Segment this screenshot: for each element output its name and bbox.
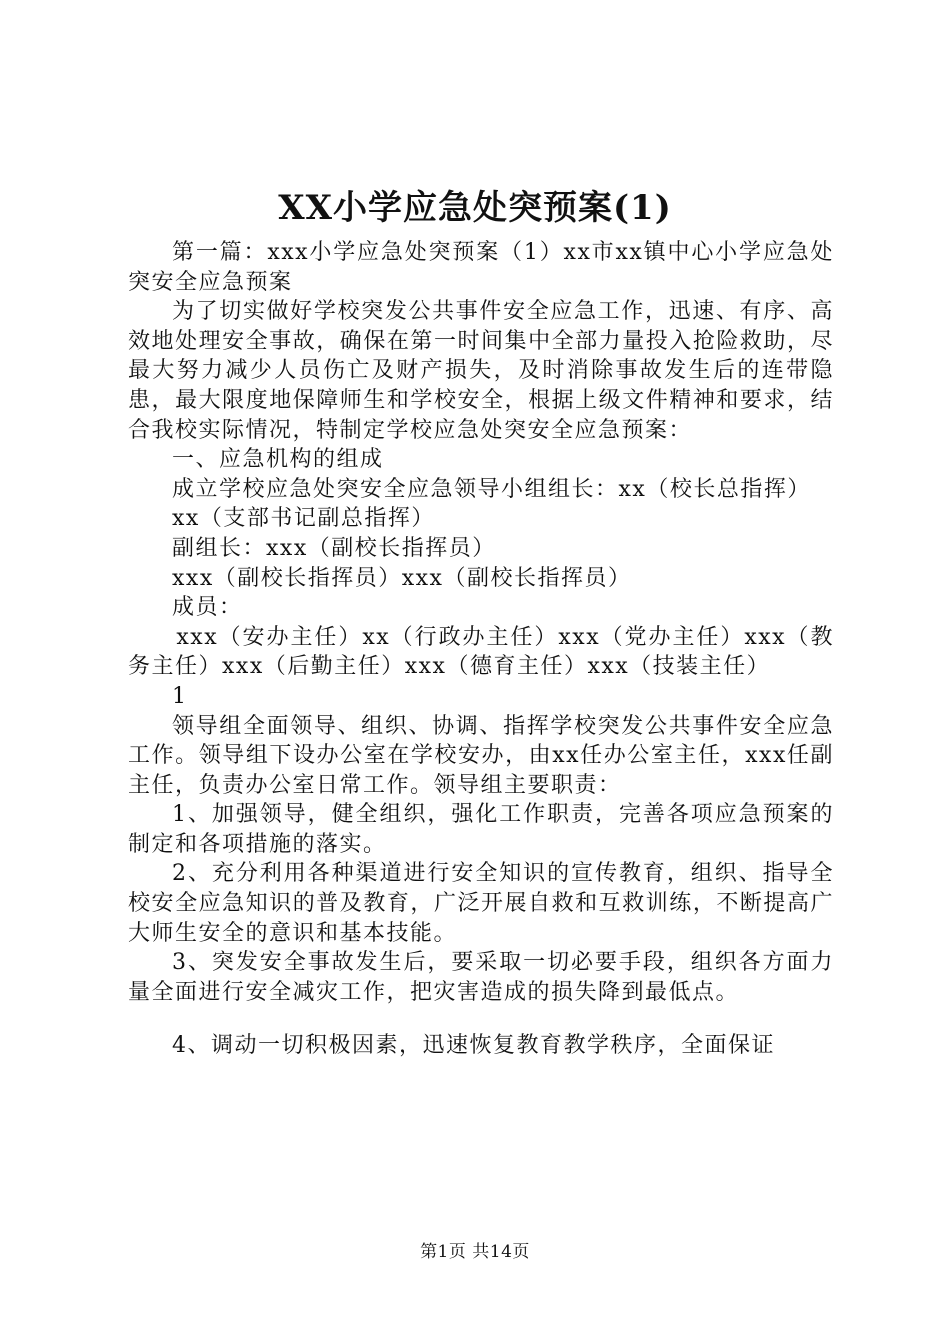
paragraph-vice-principals: xxx（副校长指挥员）xxx（副校长指挥员） — [172, 565, 632, 591]
paragraph-purpose: 为了切实做好学校突发公共事件安全应急工作，迅速、有序、高效地处理安全事故，确保在第一时间集中全部力量投入抢险救助，尽最大努力减少人员伤亡及财产损失，及时消除事故发生后的连带隐患，最大限度地保障师生和学校安全，根据上级文件精神和要求，结合我校实际情况，特制定学校应急处突安全应急预案： — [128, 299, 834, 443]
paragraph-intro: 第一篇：xxx小学应急处突预案（1）xx市xx镇中心小学应急处突安全应急预案 — [128, 240, 834, 295]
paragraph-members-label: 成员： — [172, 595, 243, 621]
paragraph-vice-leader: 副组长：xxx（副校长指挥员） — [172, 535, 496, 561]
paragraph-page-marker: 1 — [172, 683, 188, 709]
page-footer: 第1页 共14页 — [420, 1242, 530, 1262]
paragraph-members-list: xxx（安办主任）xx（行政办主任）xxx（党办主任）xxx（教务主任）xxx（后勤主任）xxx（德育主任）xxx（技装主任） — [128, 624, 834, 680]
paragraph-duty-2: 2、充分利用各种渠道进行安全知识的宣传教育，组织、指导全校安全应急知识的普及教育，广泛开展自救和互救训练，不断提高广大师生安全的意识和基本技能。 — [128, 861, 834, 946]
paragraph-group-leader: 成立学校应急处突安全应急领导小组组长：xx（校长总指挥） — [172, 476, 811, 502]
page-title: XX小学应急处突预案(1) — [278, 188, 672, 228]
paragraph-duty-3: 3、突发安全事故发生后，要采取一切必要手段，组织各方面力量全面进行安全减灾工作，把灾害造成的损失降到最低点。 — [128, 950, 834, 1005]
paragraph-leadership-duties: 领导组全面领导、组织、协调、指挥学校突发公共事件安全应急工作。领导组下设办公室在学校安办，由xx任办公室主任，xxx任副主任，负责办公室日常工作。领导组主要职责： — [128, 713, 834, 798]
paragraph-duty-1: 1、加强领导，健全组织，强化工作职责，完善各项应急预案的制定和各项措施的落实。 — [128, 802, 834, 857]
section-heading-organization: 一、应急机构的组成 — [172, 447, 384, 473]
document-body — [128, 238, 834, 1061]
paragraph-duty-4: 4、调动一切积极因素，迅速恢复教育教学秩序，全面保证 — [172, 1033, 775, 1059]
paragraph-deputy-commander: xx（支部书记副总指挥） — [172, 506, 435, 532]
